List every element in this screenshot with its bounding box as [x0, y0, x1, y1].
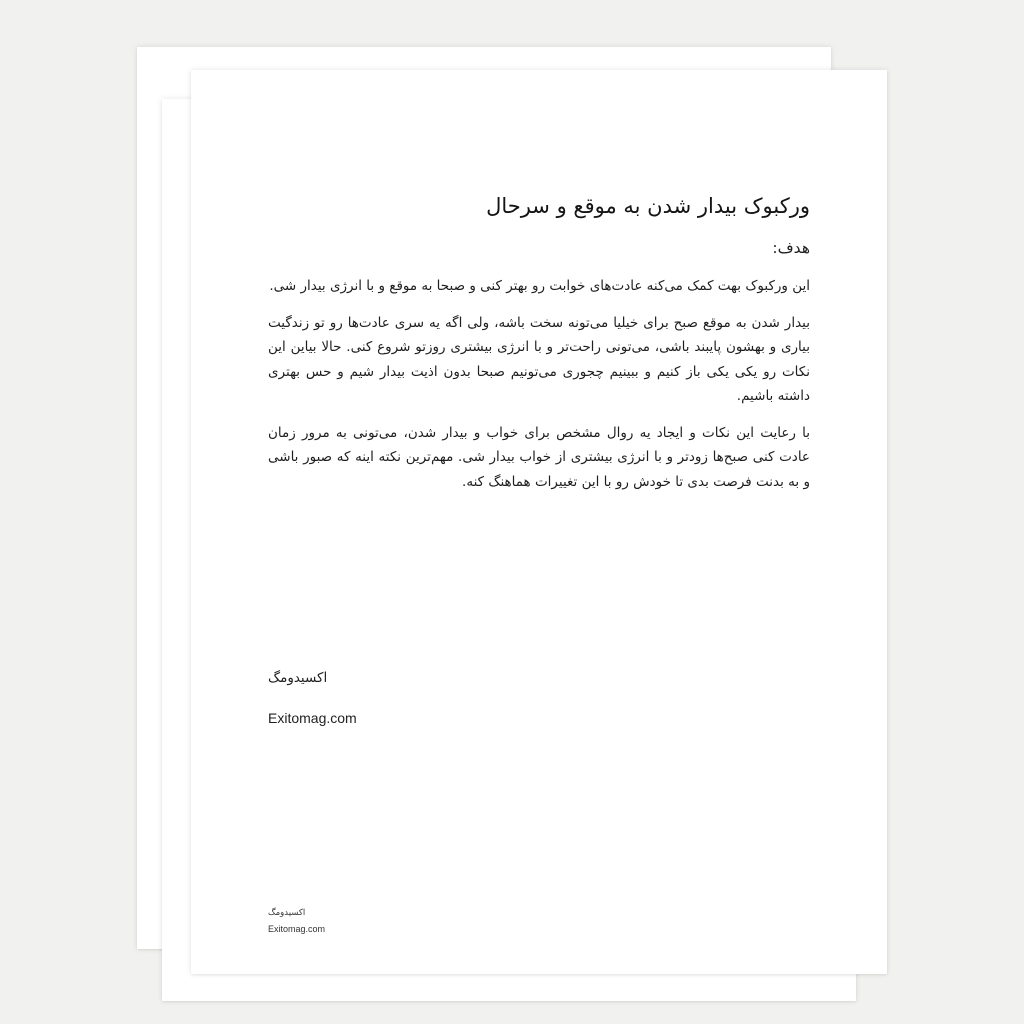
signature-block [268, 668, 568, 728]
goal-label: هدف: [772, 239, 810, 257]
paragraph-body: بیدار شدن به موقع صبح برای خیلیا می‌تونه سخت باشه، ولی اگه یه سری عادت‌ها رو تو زندگیت بیاری و بهشون پایبند باشی، می‌تونی راحت‌تر و با انرژی بیشتری روزتو شروع کنی. حالا بیاین این نکات رو یکی یکی باز کنیم و ببینیم چجوری می‌تونیم صبحا بدون اذیت بیدار شیم و حس بهتری داشته باشیم. [268, 314, 810, 404]
footer-website: Exitomag.com [268, 924, 326, 934]
signature-website: Exitomag.com [268, 710, 357, 726]
document-title: ورکبوک بیدار شدن به موقع و سرحال [486, 194, 810, 218]
page-footer [268, 907, 325, 935]
paragraph-conclusion: با رعایت این نکات و ایجاد یه روال مشخص برای خواب و بیدار شدن، می‌تونی به مرور زمان عادت کنی صبح‌ها زودتر و با انرژی بیشتری از خواب بیدار شی. مهم‌ترین نکته اینه که صبور باشی و به بدنت فرصت بدی تا خودش رو با این تغییرات هماهنگ کنه. [268, 424, 810, 490]
document-body [268, 190, 810, 506]
paragraph-intro: این ورکبوک بهت کمک می‌کنه عادت‌های خوابت رو بهتر کنی و صبحا به موقع و با انرژی بیدار شی. [269, 278, 810, 294]
footer-brand-name: اکسیدومگ [268, 908, 306, 918]
signature-name: اکسیدومگ [268, 670, 328, 686]
